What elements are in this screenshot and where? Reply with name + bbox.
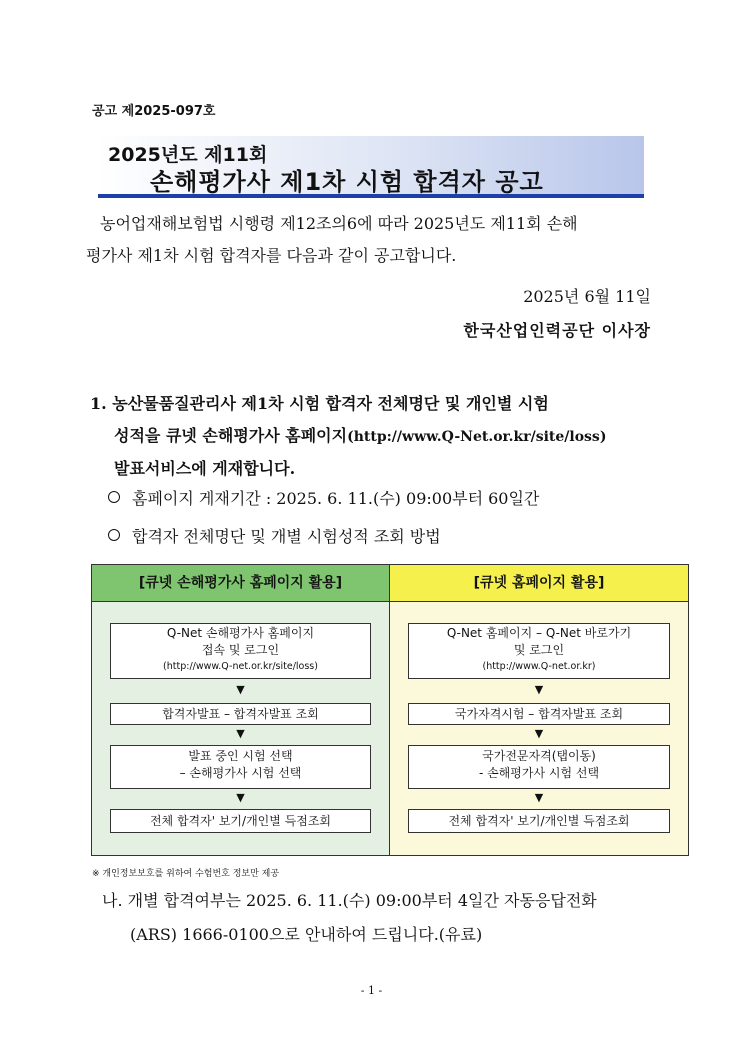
bullet-inquiry-method-text: 합격자 전체명단 및 개별 시험성적 조회 방법 [132, 527, 441, 546]
flow-arrow-down-icon: ▼ [236, 791, 245, 804]
flow-right-step-3-line-1: 국가전문자격(탭이동) [482, 749, 596, 763]
flow-right-step-1-url: (http://www.Q-net.or.kr) [482, 661, 596, 672]
flow-column-qnet-homepage [390, 565, 688, 855]
qnet-loss-url: (http://www.Q-Net.or.kr/site/loss) [347, 429, 607, 445]
flow-left-header: [큐넷 손해평가사 홈페이지 활용] [92, 565, 389, 602]
bullet-posting-period-text: 홈페이지 게재기간 : 2025. 6. 11.(수) 09:00부터 60일간 [132, 489, 540, 508]
flow-right-step-1-line-2: 및 로그인 [513, 643, 565, 657]
circle-bullet-icon [108, 491, 120, 503]
flow-column-loss-homepage [92, 565, 390, 855]
flow-left-step-1-line-2: 접속 및 로그인 [201, 643, 280, 657]
section-1 [90, 388, 660, 485]
flow-right-step-4: 전체 합격자' 보기/개인별 득점조회 [408, 809, 670, 833]
flow-left-step-1 [110, 623, 371, 679]
section-1-line-1: 1. 농산물품질관리사 제1차 시험 합격자 전체명단 및 개인별 시험 [90, 394, 549, 413]
flow-left-step-4: 전체 합격자' 보기/개인별 득점조회 [110, 809, 371, 833]
flow-left-step-2: 합격자발표 – 합격자발표 조회 [110, 703, 371, 725]
section-2 [102, 884, 672, 952]
title-main: 손해평가사 제1차 시험 합격자 공고 [150, 168, 544, 196]
flow-left-step-1-url: (http://www.Q-net.or.kr/site/loss) [163, 661, 318, 672]
flow-right-header: [큐넷 홈페이지 활용] [390, 565, 688, 602]
intro-line-1: 농어업재해보험법 시행령 제12조의6에 따라 2025년도 제11회 손해 [100, 214, 578, 233]
privacy-note: ※ 개인정보보호를 위하여 수험번호 정보만 제공 [92, 869, 280, 879]
section-2-line-2: (ARS) 1666-0100으로 안내하여 드립니다.(유료) [130, 925, 483, 944]
flow-left-step-3-line-1: 발표 중인 시험 선택 [188, 749, 293, 763]
flow-right-step-3-line-2: - 손해평가사 시험 선택 [478, 766, 600, 780]
flow-right-step-1 [408, 623, 670, 679]
flow-right-step-3 [408, 745, 670, 789]
flow-arrow-down-icon: ▼ [534, 683, 544, 696]
flow-right-step-2: 국가자격시험 – 합격자발표 조회 [408, 703, 670, 725]
flow-arrow-down-icon: ▼ [236, 683, 245, 696]
section-1-line-2 [90, 420, 660, 453]
flow-left-step-3-line-2: – 손해평가사 시험 선택 [179, 766, 302, 780]
section-1-line-2-text: 성적을 큐넷 손해평가사 홈페이지 [114, 426, 348, 445]
section-2-line-1: 나. 개별 합격여부는 2025. 6. 11.(수) 09:00부터 4일간 자동응답전화 [102, 891, 597, 910]
title-subtitle: 2025년도 제11회 [108, 144, 268, 166]
bullet-posting-period [108, 486, 539, 509]
section-1-line-3: 발표서비스에 게재합니다. [114, 459, 296, 478]
intro-line-2: 평가사 제1차 시험 합격자를 다음과 같이 공고합니다. [86, 246, 457, 265]
intro-paragraph [86, 208, 656, 272]
flow-arrow-down-icon: ▼ [534, 727, 544, 740]
flow-left-step-3 [110, 745, 371, 789]
flow-left-step-1-line-1: Q-Net 손해평가사 홈페이지 [166, 626, 315, 640]
title-banner [98, 136, 644, 198]
circle-bullet-icon [108, 529, 120, 541]
flow-arrow-down-icon: ▼ [236, 727, 245, 740]
inquiry-flow-table [91, 564, 689, 856]
notice-date: 2025년 6월 11일 [523, 287, 651, 306]
notice-number: 공고 제2025-097호 [92, 104, 216, 119]
flow-right-step-1-line-1: Q-Net 홈페이지 – Q-Net 바로가기 [446, 626, 632, 640]
notice-signer: 한국산업인력공단 이사장 [463, 321, 651, 340]
page-number: - 1 - [360, 984, 383, 997]
flow-arrow-down-icon: ▼ [534, 791, 544, 804]
bullet-inquiry-method [108, 524, 441, 547]
